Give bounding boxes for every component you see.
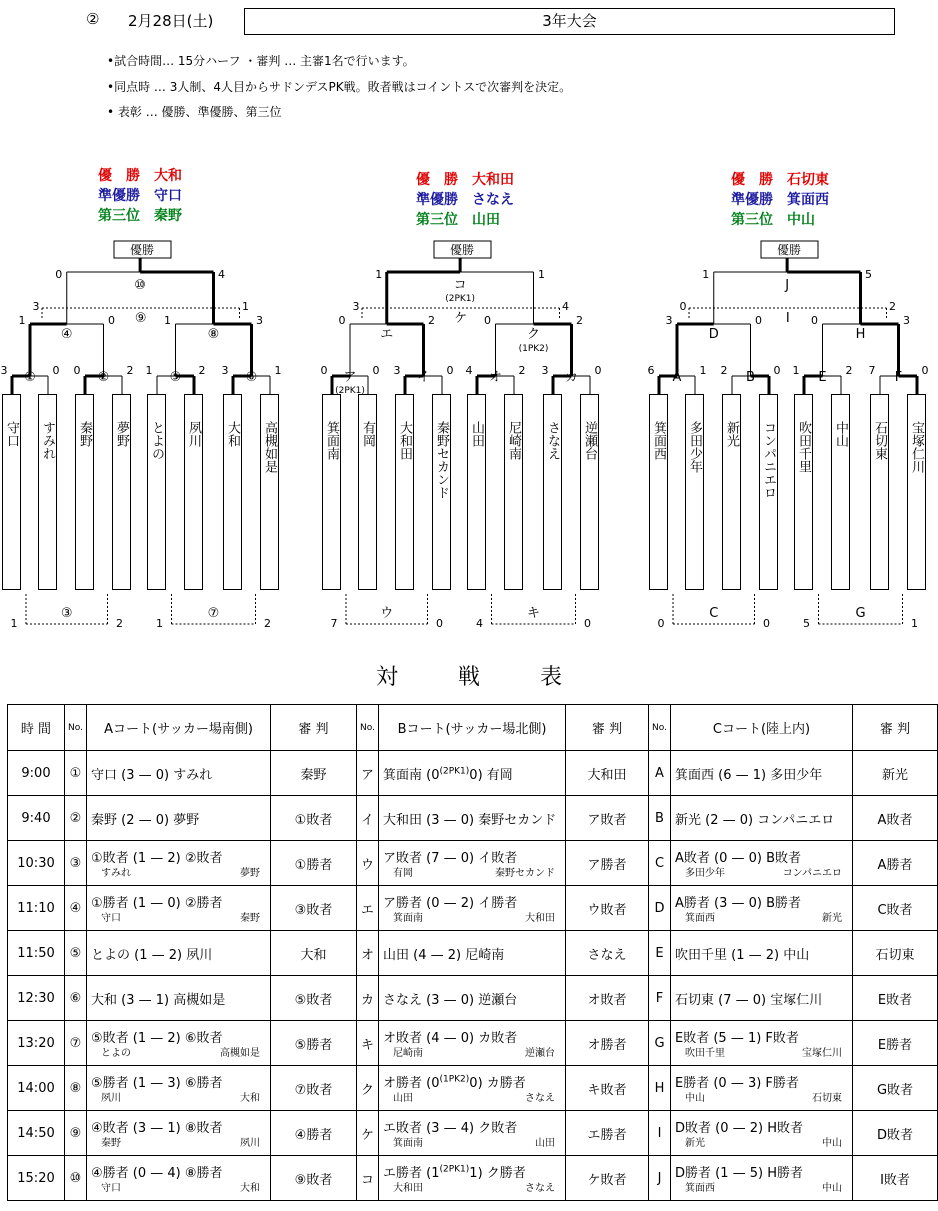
team-name-box: 秦野 bbox=[75, 394, 94, 590]
team-name-box: 夢野 bbox=[112, 394, 131, 590]
match-label-q: ② bbox=[97, 370, 110, 385]
match-label-q: E bbox=[818, 370, 827, 385]
winner-label: 優勝 bbox=[449, 243, 475, 257]
match-time: 11:50 bbox=[8, 931, 65, 976]
table-header-row bbox=[8, 705, 938, 751]
match-no: ④ bbox=[65, 886, 87, 931]
score: 0 bbox=[73, 364, 81, 377]
score: 3 bbox=[352, 300, 360, 313]
team-name-box: 吹田千里 bbox=[794, 394, 813, 590]
referee-court-b: 大和田 bbox=[566, 751, 649, 796]
match-court-b: さなえ (3 — 0) 逆瀬台 bbox=[379, 976, 566, 1021]
schedule-title: 対戦表 bbox=[376, 665, 623, 690]
match-court-c: 箕面西 (6 — 1) 多田少年 bbox=[671, 751, 853, 796]
score: 0 bbox=[755, 314, 762, 327]
team-name-box: さなえ bbox=[543, 394, 562, 590]
match-court-c: D敗者 (0 — 2) H敗者 新光 中山 bbox=[671, 1111, 853, 1156]
score: 0 bbox=[763, 617, 770, 630]
score: 3 bbox=[221, 364, 229, 377]
score: 0 bbox=[372, 364, 380, 377]
header-no-b: No. bbox=[357, 705, 379, 751]
team-name-box: 箕面西 bbox=[649, 394, 668, 590]
match-court-b: オ敗者 (4 — 0) カ敗者 尼崎南 逆瀬台 bbox=[379, 1021, 566, 1066]
match-label-q: カ bbox=[564, 370, 579, 385]
match-label-q: オ bbox=[488, 370, 503, 385]
header-ref-c: 審 判 bbox=[853, 705, 938, 751]
referee-court-a: 大和 bbox=[271, 931, 357, 976]
team-name-box: すみれ bbox=[38, 394, 57, 590]
match-label-q: A bbox=[672, 370, 682, 385]
winner-c: 優 勝 石切東 bbox=[731, 172, 829, 188]
team-name-box: 宝塚仁川 bbox=[907, 394, 926, 590]
match-no: A bbox=[649, 751, 671, 796]
referee-court-c: D敗者 bbox=[853, 1111, 938, 1156]
runnerup-a: 準優勝 守口 bbox=[98, 188, 182, 204]
score: 1 bbox=[156, 617, 163, 630]
score: 3 bbox=[541, 364, 549, 377]
header-court-a: Aコート(サッカー場南側) bbox=[87, 705, 271, 751]
header-court-b: Bコート(サッカー場北側) bbox=[379, 705, 566, 751]
match-court-a: とよの (1 — 2) 夙川 bbox=[87, 931, 271, 976]
score: 0 bbox=[657, 617, 665, 630]
match-label-semi: D bbox=[708, 327, 719, 342]
score: 4 bbox=[562, 300, 569, 313]
score: 5 bbox=[865, 268, 872, 281]
match-court-b: 箕面南 $(0^{(2PK1)}0)$ 有岡 bbox=[379, 751, 566, 796]
referee-court-a: 秦野 bbox=[271, 751, 357, 796]
score: 7 bbox=[330, 617, 338, 630]
match-no: ① bbox=[65, 751, 87, 796]
match-label-consolation: ③ bbox=[60, 606, 73, 621]
match-no: オ bbox=[357, 931, 379, 976]
table-row bbox=[8, 1111, 938, 1156]
match-label-semi: エ bbox=[380, 327, 394, 342]
runnerup-c: 準優勝 箕面西 bbox=[731, 192, 829, 208]
score: 3 bbox=[393, 364, 401, 377]
referee-court-c: I敗者 bbox=[853, 1156, 938, 1201]
match-time: 13:20 bbox=[8, 1021, 65, 1066]
referee-court-c: E勝者 bbox=[853, 1021, 938, 1066]
match-no: キ bbox=[357, 1021, 379, 1066]
score: 1 bbox=[164, 314, 171, 327]
match-no: ウ bbox=[357, 841, 379, 886]
score: 0 bbox=[584, 617, 591, 630]
score: 1 bbox=[242, 300, 249, 313]
match-label-consolation: C bbox=[709, 606, 719, 621]
match-label-third: ⑨ bbox=[134, 311, 147, 326]
team-name-box: 秦野セカンド bbox=[432, 394, 451, 590]
referee-court-b: オ敗者 bbox=[566, 976, 649, 1021]
match-label-final: コ bbox=[453, 278, 467, 293]
match-no: ⑤ bbox=[65, 931, 87, 976]
score: 2 bbox=[576, 314, 583, 327]
team-name-box: コンパニエロ bbox=[759, 394, 778, 590]
match-court-c: E敗者 (5 — 1) F敗者 吹田千里 宝塚仁川 bbox=[671, 1021, 853, 1066]
match-no: F bbox=[649, 976, 671, 1021]
winner-a: 優 勝 大和 bbox=[98, 168, 182, 184]
score: 0 bbox=[320, 364, 328, 377]
score: 4 bbox=[476, 617, 483, 630]
match-court-b: エ敗者 (3 — 4) ク敗者 箕面南 山田 bbox=[379, 1111, 566, 1156]
tournament-date: 2月28日(土) bbox=[128, 12, 214, 30]
match-court-a: ④敗者 (3 — 1) ⑧敗者 秦野 夙川 bbox=[87, 1111, 271, 1156]
score: 1 bbox=[145, 364, 153, 377]
table-row bbox=[8, 1156, 938, 1201]
third-b: 第三位 山田 bbox=[416, 212, 500, 228]
results-c bbox=[731, 170, 829, 230]
match-label-final: J bbox=[785, 278, 790, 293]
pk-score: (2PK1) bbox=[445, 294, 476, 304]
score: 6 bbox=[647, 364, 655, 377]
score: 1 bbox=[792, 364, 800, 377]
team-name-box: 有岡 bbox=[358, 394, 377, 590]
match-label-q: F bbox=[894, 370, 903, 385]
team-name-box: 新光 bbox=[722, 394, 741, 590]
match-court-c: D勝者 (1 — 5) H勝者 箕面西 中山 bbox=[671, 1156, 853, 1201]
pk-score: (2PK1) bbox=[335, 386, 365, 396]
score: 2 bbox=[264, 617, 271, 630]
match-no: ク bbox=[357, 1066, 379, 1111]
score: 3 bbox=[665, 314, 673, 327]
referee-court-c: A敗者 bbox=[853, 796, 938, 841]
note-2: •同点時 … 3人制、4人目からサドンデスPK戦。敗者戦はコイントスで次審判を決定。 bbox=[107, 80, 572, 94]
table-row bbox=[8, 931, 938, 976]
match-no: I bbox=[649, 1111, 671, 1156]
winner-label: 優勝 bbox=[129, 243, 155, 257]
score: 2 bbox=[720, 364, 728, 377]
match-label-final: ⑩ bbox=[134, 278, 146, 293]
match-court-b: ア敗者 (7 — 0) イ敗者 有岡 秦野セカンド bbox=[379, 841, 566, 886]
score: 0 bbox=[446, 364, 454, 377]
runnerup-b: 準優勝 さなえ bbox=[416, 192, 514, 208]
referee-court-b: ア勝者 bbox=[566, 841, 649, 886]
score: 1 bbox=[375, 268, 383, 281]
match-label-third: ケ bbox=[454, 311, 468, 326]
score: 4 bbox=[465, 364, 473, 377]
match-court-a: 守口 (3 — 0) すみれ bbox=[87, 751, 271, 796]
score: 3 bbox=[903, 314, 910, 327]
score: 0 bbox=[108, 314, 115, 327]
match-label-consolation: G bbox=[855, 606, 866, 621]
team-name-box: 山田 bbox=[467, 394, 486, 590]
team-name-box: 守口 bbox=[2, 394, 21, 590]
pk-score: (1PK2) bbox=[518, 344, 549, 354]
match-no: ⑧ bbox=[65, 1066, 87, 1111]
match-court-c: 石切東 (7 — 0) 宝塚仁川 bbox=[671, 976, 853, 1021]
score: 0 bbox=[773, 364, 781, 377]
header-time: 時 間 bbox=[8, 705, 65, 751]
schedule-table bbox=[7, 704, 938, 1201]
table-row bbox=[8, 841, 938, 886]
match-no: E bbox=[649, 931, 671, 976]
score: 2 bbox=[518, 364, 526, 377]
referee-court-c: 石切東 bbox=[853, 931, 938, 976]
referee-court-a: ⑤勝者 bbox=[271, 1021, 357, 1066]
score: 0 bbox=[484, 314, 491, 327]
team-name-box: 多田少年 bbox=[685, 394, 704, 590]
header-no-c: No. bbox=[649, 705, 671, 751]
header-ref-b: 審 判 bbox=[566, 705, 649, 751]
score: 5 bbox=[803, 617, 810, 630]
match-no: イ bbox=[357, 796, 379, 841]
header-no-a: No. bbox=[65, 705, 87, 751]
match-no: ア bbox=[357, 751, 379, 796]
match-time: 14:00 bbox=[8, 1066, 65, 1111]
match-court-a: ④勝者 (0 — 4) ⑧勝者 守口 大和 bbox=[87, 1156, 271, 1201]
match-no: C bbox=[649, 841, 671, 886]
score: 0 bbox=[679, 300, 687, 313]
match-label-q: ア bbox=[343, 370, 357, 385]
referee-court-a: ①敗者 bbox=[271, 796, 357, 841]
match-court-c: E勝者 (0 — 3) F勝者 中山 石切東 bbox=[671, 1066, 853, 1111]
team-name-box: 大和 bbox=[223, 394, 242, 590]
score: 3 bbox=[32, 300, 40, 313]
score: 2 bbox=[428, 314, 435, 327]
match-time: 10:30 bbox=[8, 841, 65, 886]
score: 2 bbox=[845, 364, 853, 377]
score: 2 bbox=[126, 364, 134, 377]
results-a bbox=[98, 166, 182, 226]
referee-court-a: ①勝者 bbox=[271, 841, 357, 886]
team-name-box: 石切東 bbox=[870, 394, 889, 590]
match-no: ⑥ bbox=[65, 976, 87, 1021]
table-row bbox=[8, 1066, 938, 1111]
match-court-c: 吹田千里 (1 — 2) 中山 bbox=[671, 931, 853, 976]
score: 2 bbox=[116, 617, 123, 630]
referee-court-a: ⑤敗者 bbox=[271, 976, 357, 1021]
score: 1 bbox=[10, 617, 18, 630]
match-no: H bbox=[649, 1066, 671, 1111]
match-label-q: ⑤ bbox=[169, 370, 182, 385]
referee-court-b: オ勝者 bbox=[566, 1021, 649, 1066]
match-label-consolation: ウ bbox=[380, 606, 394, 621]
referee-court-b: ア敗者 bbox=[566, 796, 649, 841]
match-time: 15:20 bbox=[8, 1156, 65, 1201]
match-no: G bbox=[649, 1021, 671, 1066]
tournament-title: 3年大会 bbox=[244, 8, 895, 35]
score: 0 bbox=[436, 617, 443, 630]
team-name-box: 大和田 bbox=[395, 394, 414, 590]
match-no: J bbox=[649, 1156, 671, 1201]
referee-court-b: ウ敗者 bbox=[566, 886, 649, 931]
match-label-q: ① bbox=[24, 370, 36, 385]
match-no: ⑩ bbox=[65, 1156, 87, 1201]
match-time: 11:10 bbox=[8, 886, 65, 931]
referee-court-a: ⑨敗者 bbox=[271, 1156, 357, 1201]
match-time: 9:00 bbox=[8, 751, 65, 796]
match-label-semi: ④ bbox=[60, 327, 73, 342]
header-ref-a: 審 判 bbox=[271, 705, 357, 751]
match-court-a: ⑤勝者 (1 — 3) ⑥勝者 夙川 大和 bbox=[87, 1066, 271, 1111]
score: 7 bbox=[868, 364, 876, 377]
match-court-a: ①勝者 (1 — 0) ②勝者 守口 秦野 bbox=[87, 886, 271, 931]
score: 0 bbox=[811, 314, 818, 327]
note-1: •試合時間… 15分ハーフ ・審判 … 主審1名で行います。 bbox=[107, 54, 415, 68]
team-name-box: 中山 bbox=[831, 394, 850, 590]
score: 3 bbox=[0, 364, 8, 377]
match-label-q: ⑥ bbox=[245, 370, 258, 385]
match-court-b: オ勝者 $(0^{(1PK2)}0)$ カ勝者 山田 さなえ bbox=[379, 1066, 566, 1111]
score: 0 bbox=[921, 364, 929, 377]
score: 0 bbox=[52, 364, 60, 377]
match-no: ⑨ bbox=[65, 1111, 87, 1156]
match-no: カ bbox=[357, 976, 379, 1021]
score: 1 bbox=[702, 268, 710, 281]
match-no: B bbox=[649, 796, 671, 841]
score: 1 bbox=[911, 617, 918, 630]
match-label-q: B bbox=[746, 370, 755, 385]
table-row bbox=[8, 796, 938, 841]
header-court-c: Cコート(陸上内) bbox=[671, 705, 853, 751]
match-time: 14:50 bbox=[8, 1111, 65, 1156]
score: 0 bbox=[338, 314, 346, 327]
winner-label: 優勝 bbox=[776, 243, 802, 257]
match-label-semi: ⑧ bbox=[207, 327, 220, 342]
team-name-box: とよの bbox=[147, 394, 166, 590]
third-a: 第三位 秦野 bbox=[98, 208, 182, 224]
referee-court-b: ケ敗者 bbox=[566, 1156, 649, 1201]
referee-court-c: 新光 bbox=[853, 751, 938, 796]
match-label-consolation: ⑦ bbox=[207, 606, 220, 621]
match-court-a: ⑤敗者 (1 — 2) ⑥敗者 とよの 高槻如是 bbox=[87, 1021, 271, 1066]
team-name-box: 夙川 bbox=[184, 394, 203, 590]
table-row bbox=[8, 886, 938, 931]
match-court-c: 新光 (2 — 0) コンパニエロ bbox=[671, 796, 853, 841]
table-row bbox=[8, 976, 938, 1021]
match-court-b: 大和田 (3 — 0) 秦野セカンド bbox=[379, 796, 566, 841]
team-name-box: 高槻如是 bbox=[260, 394, 279, 590]
referee-court-c: E敗者 bbox=[853, 976, 938, 1021]
match-court-a: ①敗者 (1 — 2) ②敗者 すみれ 夢野 bbox=[87, 841, 271, 886]
match-label-q: イ bbox=[416, 370, 431, 385]
match-label-third: I bbox=[785, 311, 790, 326]
score: 2 bbox=[889, 300, 896, 313]
match-court-b: ア勝者 (0 — 2) イ勝者 箕面南 大和田 bbox=[379, 886, 566, 931]
match-court-c: A敗者 (0 — 0) B敗者 多田少年 コンパニエロ bbox=[671, 841, 853, 886]
match-time: 12:30 bbox=[8, 976, 65, 1021]
score: 3 bbox=[256, 314, 263, 327]
tournament-number: ② bbox=[86, 10, 100, 28]
results-b bbox=[416, 170, 514, 230]
referee-court-a: ④勝者 bbox=[271, 1111, 357, 1156]
match-label-semi: ク bbox=[526, 327, 541, 342]
third-c: 第三位 中山 bbox=[731, 212, 815, 228]
team-name-box: 逆瀬台 bbox=[580, 394, 599, 590]
referee-court-c: C敗者 bbox=[853, 886, 938, 931]
score: 0 bbox=[55, 268, 63, 281]
score: 1 bbox=[538, 268, 545, 281]
match-court-c: A勝者 (3 — 0) B勝者 箕面西 新光 bbox=[671, 886, 853, 931]
table-row bbox=[8, 1021, 938, 1066]
match-no: ケ bbox=[357, 1111, 379, 1156]
referee-court-b: エ勝者 bbox=[566, 1111, 649, 1156]
match-no: エ bbox=[357, 886, 379, 931]
match-time: 9:40 bbox=[8, 796, 65, 841]
referee-court-c: G敗者 bbox=[853, 1066, 938, 1111]
team-name-box: 箕面南 bbox=[322, 394, 341, 590]
match-no: D bbox=[649, 886, 671, 931]
note-3: • 表彰 … 優勝、準優勝、第三位 bbox=[107, 105, 282, 119]
score: 0 bbox=[594, 364, 602, 377]
table-row bbox=[8, 751, 938, 796]
match-label-consolation: キ bbox=[526, 606, 541, 621]
match-no: ③ bbox=[65, 841, 87, 886]
winner-b: 優 勝 大和田 bbox=[416, 172, 514, 188]
match-court-b: 山田 (4 — 2) 尼崎南 bbox=[379, 931, 566, 976]
match-no: ② bbox=[65, 796, 87, 841]
match-no: ⑦ bbox=[65, 1021, 87, 1066]
referee-court-b: キ敗者 bbox=[566, 1066, 649, 1111]
score: 1 bbox=[699, 364, 707, 377]
match-court-b: エ勝者 $(1^{(2PK1)}1)$ ク勝者 大和田 さなえ bbox=[379, 1156, 566, 1201]
match-label-semi: H bbox=[855, 327, 866, 342]
score: 1 bbox=[18, 314, 26, 327]
referee-court-c: A勝者 bbox=[853, 841, 938, 886]
referee-court-a: ⑦敗者 bbox=[271, 1066, 357, 1111]
referee-court-b: さなえ bbox=[566, 931, 649, 976]
score: 1 bbox=[274, 364, 282, 377]
match-court-a: 秦野 (2 — 0) 夢野 bbox=[87, 796, 271, 841]
score: 4 bbox=[218, 268, 225, 281]
score: 2 bbox=[198, 364, 206, 377]
match-no: コ bbox=[357, 1156, 379, 1201]
match-court-a: 大和 (3 — 1) 高槻如是 bbox=[87, 976, 271, 1021]
referee-court-a: ③敗者 bbox=[271, 886, 357, 931]
team-name-box: 尼崎南 bbox=[504, 394, 523, 590]
